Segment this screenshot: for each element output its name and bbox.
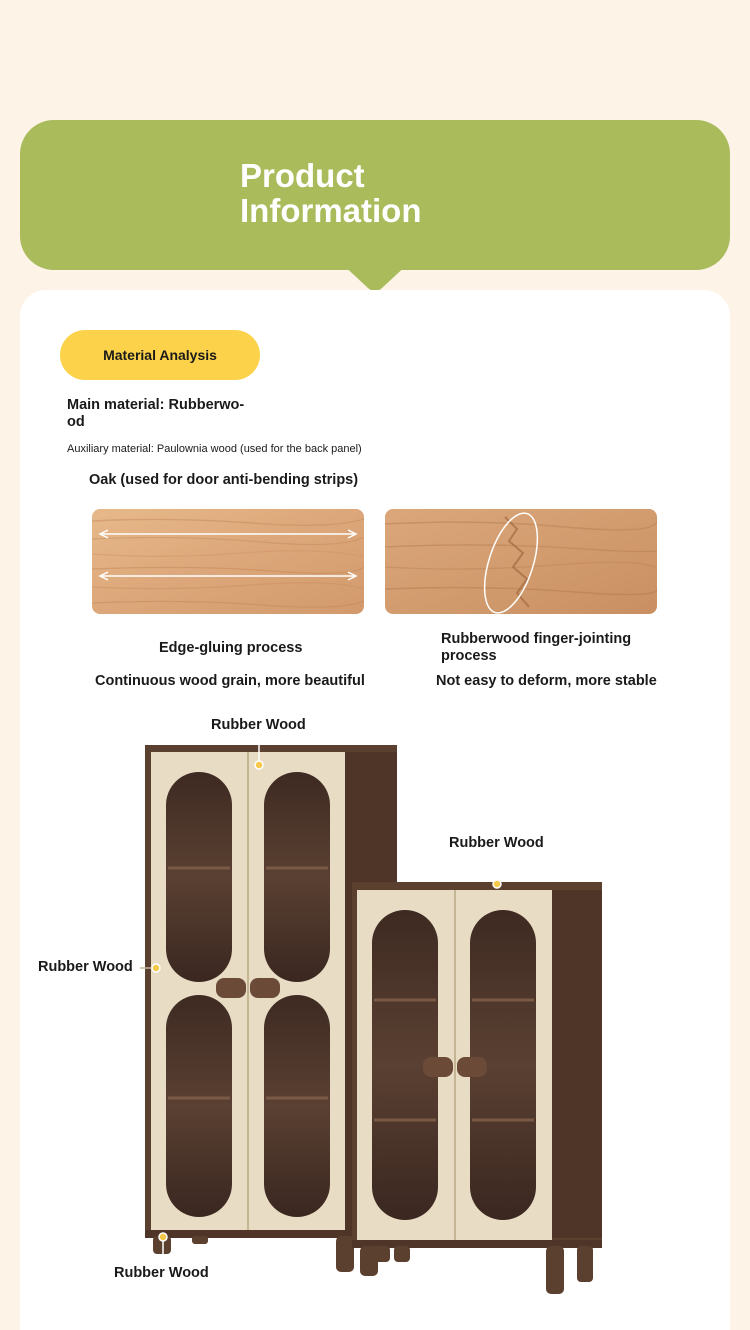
oak-material-text: Oak (used for door anti-bending strips): [89, 472, 359, 488]
main-material-text: Main material: Rubberwo-od: [67, 397, 245, 430]
edge-gluing-description: Continuous wood grain, more beautiful: [95, 673, 365, 689]
edge-gluing-title: Edge-gluing process: [159, 640, 303, 656]
callout-short-cabinet-top: Rubber Wood: [449, 835, 544, 851]
callout-tall-cabinet-leg: Rubber Wood: [114, 1265, 209, 1281]
page-title: Product Information: [240, 157, 422, 229]
auxiliary-material-text: Auxiliary material: Paulownia wood (used for the back panel): [67, 443, 362, 455]
callout-tall-cabinet-side: Rubber Wood: [38, 959, 133, 975]
short-cabinet: [352, 882, 602, 1294]
finger-jointing-description: Not easy to deform, more stable: [436, 673, 657, 689]
callout-tall-cabinet-top: Rubber Wood: [211, 717, 306, 733]
material-analysis-badge: Material Analysis: [60, 330, 260, 380]
finger-jointing-title: Rubberwood finger-jointing process: [441, 631, 632, 664]
